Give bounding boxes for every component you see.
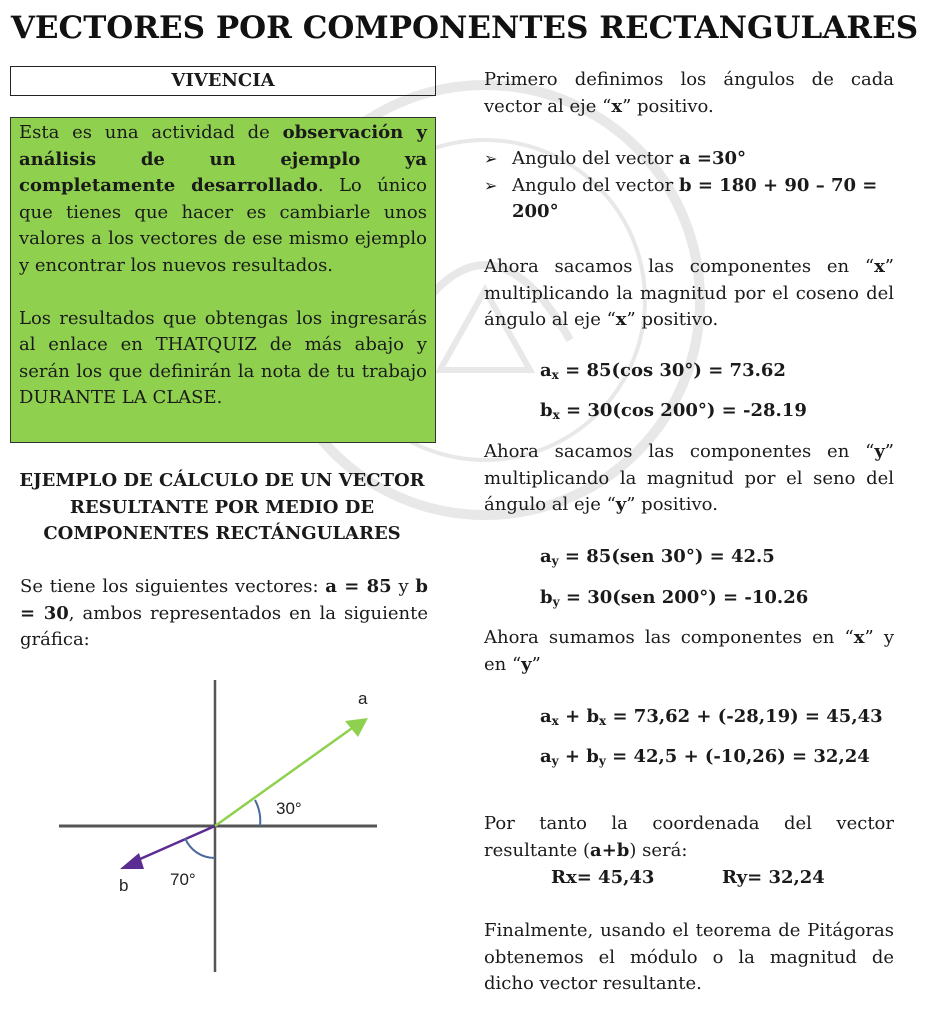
vectors-statement: Se tiene los siguientes vectores: a = 85 y b = 30, ambos representados en la siguiente gráfica: xyxy=(20,576,429,650)
instructions-box xyxy=(10,117,436,443)
arrow-bullet-icon: ➢ xyxy=(484,149,498,168)
vector-diagram xyxy=(55,676,385,976)
angle-b-arc xyxy=(185,838,215,858)
equation-ay: $a_y = 85(sen$ 30°) = 42.5 xyxy=(540,546,775,568)
angle-b-label: 70° xyxy=(170,870,196,889)
arrow-bullet-icon: ➢ xyxy=(484,175,498,195)
example-heading: EJEMPLO DE CÁLCULO DE UN VECTOR RESULTANTE POR MEDIO DE COMPONENTES RECTÁNGULARES xyxy=(19,470,425,544)
label-a: a xyxy=(358,689,368,708)
angle-a-label: 30° xyxy=(276,799,302,818)
instructions-paragraph-1: Esta es una actividad de observación y análisis de un ejemplo ya completamente desarrollado. Lo único que tienes que hacer es cambiarle unos valores a los vectores de ese mismo ejemplo y encontrar los nuevos resultados. xyxy=(19,122,428,276)
result-rx: Rx= 45,43 xyxy=(551,867,655,888)
sum-intro: Ahora sumamos las componentes en “x” y en “y” xyxy=(484,627,895,675)
label-b: b xyxy=(119,876,129,895)
coordinate-intro: Por tanto la coordenada del vector resultante (a+b) será: xyxy=(484,813,894,861)
instructions-paragraph-2: Los resultados que obtengas los ingresarás al enlace en THATQUIZ de más abajo y serán los que definirán la nota de tu trabajo DURANTE LA CLASE. xyxy=(19,307,427,409)
result-ry: Ry= 32,24 xyxy=(722,867,825,888)
vector-a-arrowhead xyxy=(345,718,368,737)
equation-sum-x: $a_x + b_x = 73,62 + (-28,19) = 45,43$ xyxy=(540,706,883,728)
x-components-intro: Ahora sacamos las componentes en “x” multiplicando la magnitud por el coseno del ángulo al eje “x” positivo. xyxy=(484,256,894,330)
page-title: VECTORES POR COMPONENTES RECTANGULARES xyxy=(10,10,919,46)
final-paragraph: Finalmente, usando el teorema de Pitágoras obtenemos el módulo o la magnitud de dicho vector resultante. xyxy=(484,920,894,994)
vivencia-label: VIVENCIA xyxy=(10,66,436,96)
equation-bx: $b_x = 30(\cos$ 200°) = -28.19 xyxy=(540,400,807,422)
list-item: ➢ Angulo del vector a =30° xyxy=(484,146,896,173)
angles-list xyxy=(484,146,896,226)
equation-sum-y: $a_y + b_y = 42,5 + (-10,26) = 32,24$ xyxy=(540,746,870,768)
y-components-intro: Ahora sacamos las componentes en “y” multiplicando la magnitud por el seno del ángulo al eje “y” positivo. xyxy=(484,441,894,515)
vector-b-arrowhead xyxy=(120,853,144,869)
list-item: ➢ Angulo del vector b = 180 + 90 – 70 = 200° xyxy=(484,174,878,222)
equation-ax: $a_x = 85(\cos$ 30°) = 73.62 xyxy=(540,360,786,382)
equation-by: $b_y = 30(sen$ 200°) = -10.26 xyxy=(540,587,809,609)
angle-a-arc xyxy=(255,800,260,826)
vector-b-line xyxy=(131,826,215,863)
angles-intro: Primero definimos los ángulos de cada vector al eje “x” positivo. xyxy=(484,69,894,117)
